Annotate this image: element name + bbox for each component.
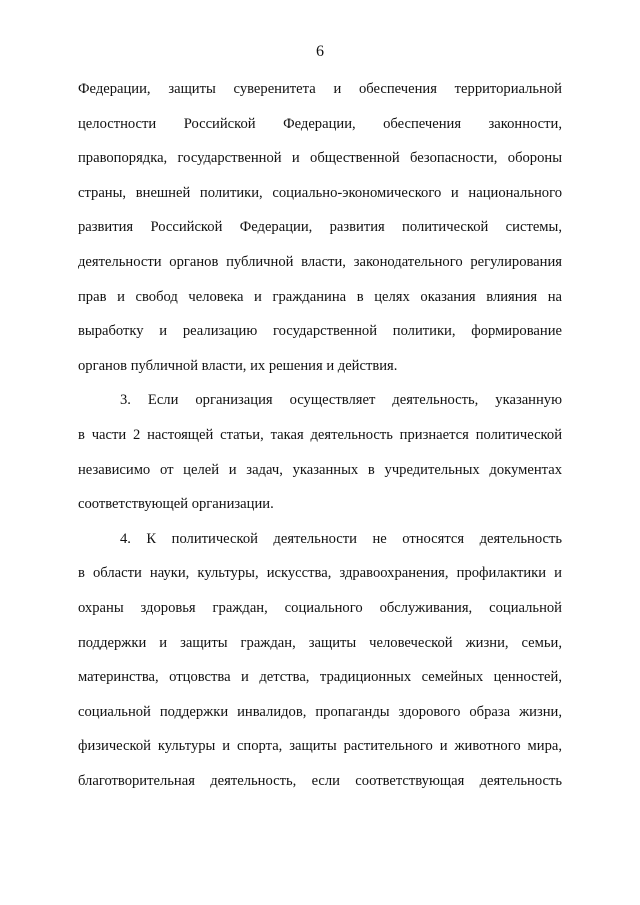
paragraph-part-4 xyxy=(78,529,562,806)
text-line: прав и свобод человека и гражданина в целях оказания влияния на xyxy=(78,288,562,305)
text-line: соответствующей организации. xyxy=(78,496,274,513)
text-line: деятельности органов публичной власти, законодательного регулирования xyxy=(78,253,562,270)
text-line: социальной поддержки инвалидов, пропаганды здорового образа жизни, xyxy=(78,703,562,720)
text-line: охраны здоровья граждан, социального обслуживания, социальной xyxy=(78,599,562,616)
text-line: Федерации, защиты суверенитета и обеспечения территориальной xyxy=(78,81,562,97)
text-line: развития Российской Федерации, развития политической системы, xyxy=(78,219,562,236)
text-line: целостности Российской Федерации, обеспечения законности, xyxy=(78,115,562,132)
text-line: независимо от целей и задач, указанных в учредительных документах xyxy=(78,461,562,478)
text-line: физической культуры и спорта, защиты растительного и животного мира, xyxy=(78,738,562,755)
text-line: 4. К политической деятельности не относятся деятельность xyxy=(120,530,562,547)
text-line: страны, внешней политики, социально-экономического и национального xyxy=(78,184,562,201)
paragraph-continuation xyxy=(78,79,562,390)
text-line: в области науки, культуры, искусства, здравоохранения, профилактики и xyxy=(78,565,562,582)
text-line: органов публичной власти, их решения и действия. xyxy=(78,357,398,374)
text-line: благотворительная деятельность, если соответствующая деятельность xyxy=(78,772,562,789)
text-line: правопорядка, государственной и общественной безопасности, обороны xyxy=(78,150,562,167)
document-body xyxy=(78,79,562,805)
paragraph-part-3 xyxy=(78,390,562,528)
page-number: 6 xyxy=(316,43,324,60)
text-line: в части 2 настоящей статьи, такая деятельность признается политической xyxy=(78,426,562,443)
text-line: материнства, отцовства и детства, традиционных семейных ценностей, xyxy=(78,669,562,686)
text-line: выработку и реализацию государственной политики, формирование xyxy=(78,323,562,340)
text-line: поддержки и защиты граждан, защиты человеческой жизни, семьи, xyxy=(78,634,562,651)
text-line: 3. Если организация осуществляет деятельность, указанную xyxy=(120,392,562,409)
